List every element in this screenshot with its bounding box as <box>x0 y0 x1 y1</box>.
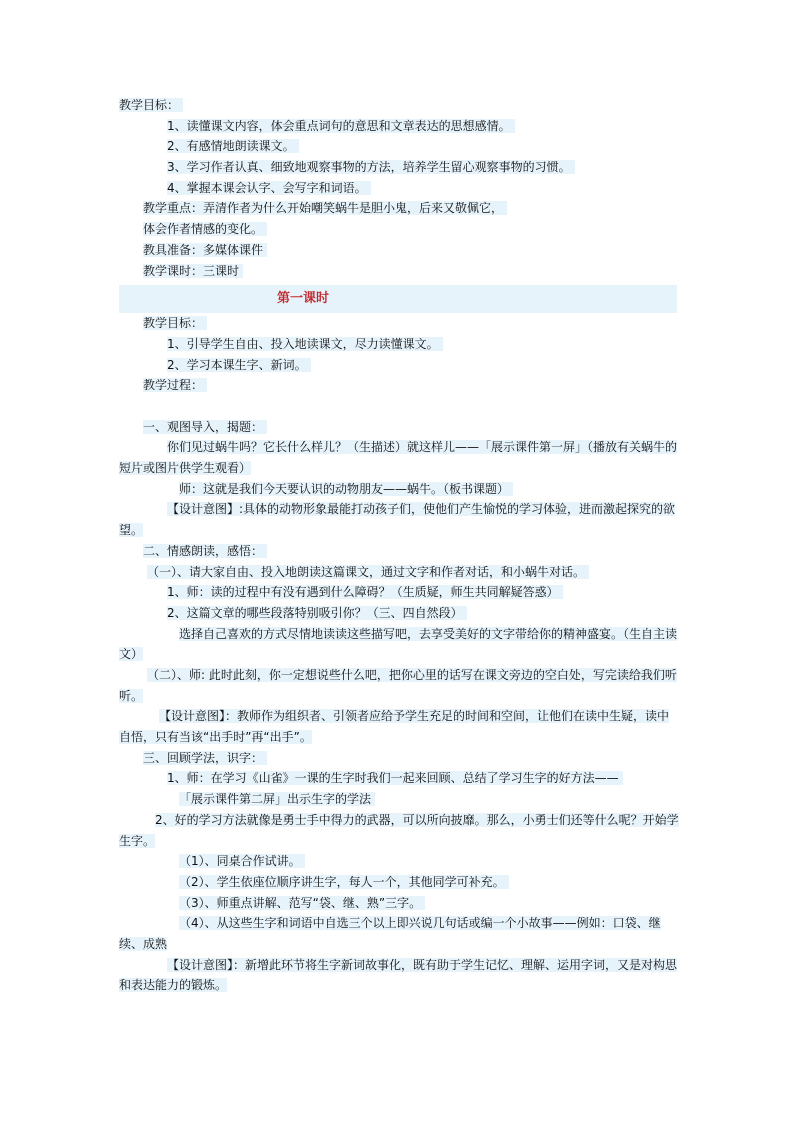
lesson-title: 第一课时 <box>119 285 677 313</box>
objective-item: 4、掌握本课会认字、会写字和词语。 <box>167 181 371 195</box>
paragraph: 「展示课件第二屏」出示生字的学法 <box>179 792 375 806</box>
list-item: （1）、同桌合作试讲。 <box>179 854 305 868</box>
objectives-label: 教学目标： <box>119 98 183 112</box>
design-intent: 【设计意图】:具体的动物形象最能打动孩子们，使他们产生愉悦的学习体验，进而激起探究的欲望。 <box>119 502 676 538</box>
paragraph: （二）、师: 此时此刻，你一定想说些什么吧，把你心里的话写在课文旁边的空白处，写完读给我们听听。 <box>119 667 677 703</box>
process-label: 教学过程： <box>143 378 207 392</box>
paragraph: （一）、请大家自由、投入地朗读这篇课文，通过文字和作者对话，和小蜗牛对话。 <box>147 565 589 579</box>
paragraph: 选择自己喜欢的方式尽情地读读这些描写吧，去享受美好的文字带给你的精神盛宴。（生自主读文） <box>119 626 678 662</box>
paragraph: 2、好的学习方法就像是勇士手中得力的武器，可以所向披靡。那么，小勇士们还等什么呢？开始学生字。 <box>119 812 679 848</box>
section-title: 一、观图导入，揭题： <box>143 420 267 434</box>
lesson-objective-item: 1、引导学生自由、投入地读课文，尽力读懂课文。 <box>167 337 443 351</box>
teaching-materials: 教具准备：多媒体课件 <box>143 243 267 257</box>
objective-item: 1、读懂课文内容，体会重点词句的意思和文章表达的思想感情。 <box>167 119 515 133</box>
paragraph: 1、师：在学习《山雀》一课的生字时我们一起来回顾、总结了学习生字的好方法—— <box>167 771 623 785</box>
lesson-objectives-label: 教学目标： <box>143 316 207 330</box>
paragraph: 师：这就是我们今天要认识的动物朋友——蜗牛。（板书课题） <box>179 482 513 496</box>
objective-item: 3、学习作者认真、细致地观察事物的方法，培养学生留心观察事物的习惯。 <box>167 160 575 174</box>
list-item: （2）、学生依座位顺序讲生字，每人一个，其他同学可补充。 <box>179 875 509 889</box>
section-title: 二、情感朗读，感悟： <box>143 544 267 558</box>
key-point-continued: 体会作者情感的变化。 <box>143 222 267 236</box>
list-item: （4）、从这些生字和词语中自选三个以上即兴说几句话或编一个小故事——例如：口袋、继续、成熟 <box>119 916 661 952</box>
teaching-periods: 教学课时：三课时 <box>143 264 243 278</box>
lesson-objective-item: 2、学习本课生字、新词。 <box>167 358 311 372</box>
list-item: （3）、师重点讲解、范写“袋、继、熟”三字。 <box>179 896 425 910</box>
section-title: 三、回顾学法，识字： <box>143 751 267 765</box>
paragraph: 2、这篇文章的哪些段落特别吸引你？（三、四自然段） <box>167 606 467 620</box>
design-intent: 【设计意图】：教师作为组织者、引领者应给予学生充足的时间和空间，让他们在读中生疑，读中自悟，只有当该“出手时”再“出手”。 <box>119 709 670 745</box>
paragraph: 1、师：读的过程中有没有遇到什么障碍？（生质疑，师生共同解疑答惑） <box>167 585 563 599</box>
lesson-plan <box>119 95 679 996</box>
objective-item: 2、有感情地朗读课文。 <box>167 139 299 153</box>
design-intent: 【设计意图】：新增此环节将生字新词故事化，既有助于学生记忆、理解、运用字词，又是对构思和表达能力的锻炼。 <box>119 957 678 993</box>
paragraph: 你们见过蜗牛吗？它长什么样儿？（生描述）就这样儿——「展示课件第一屏」（播放有关蜗牛的短片或图片供学生观看） <box>119 440 678 476</box>
key-point: 教学重点：弄清作者为什么开始嘲笑蜗牛是胆小鬼，后来又敬佩它， <box>143 201 507 215</box>
